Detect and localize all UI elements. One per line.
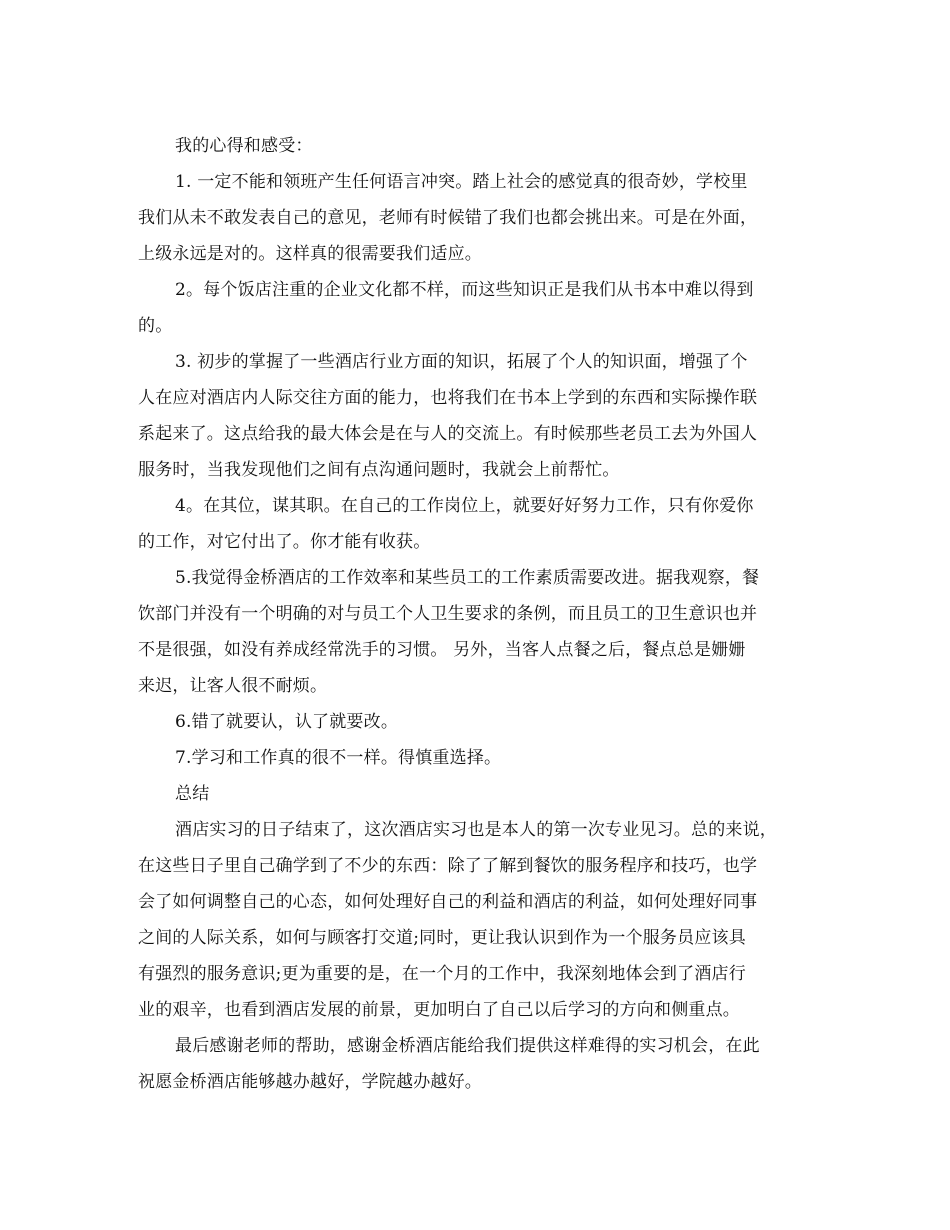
paragraph-line: 3. 初步的掌握了一些酒店行业方面的知识，拓展了个人的知识面，增强了个 xyxy=(175,352,748,372)
paragraph-line: 人在应对酒店内人际交往方面的能力，也将我们在书本上学到的东西和实际操作联 xyxy=(138,388,758,408)
paragraph-line: 会了如何调整自己的心态，如何处理好自己的利益和酒店的利益，如何处理好同事 xyxy=(138,892,758,912)
paragraph-line: 在这些日子里自己确学到了不少的东西：除了了解到餐饮的服务程序和技巧，也学 xyxy=(138,856,758,876)
paragraph-line: 2。每个饭店注重的企业文化都不样，而这些知识正是我们从书本中难以得到 xyxy=(175,280,754,300)
paragraph-line: 最后感谢老师的帮助，感谢金桥酒店能给我们提供这样难得的实习机会，在此 xyxy=(175,1036,760,1056)
paragraph-line: 来迟，让客人很不耐烦。 xyxy=(138,676,328,696)
paragraph-line: 5.我觉得金桥酒店的工作效率和某些员工的工作素质需要改进。据我观察，餐 xyxy=(175,568,760,588)
paragraph-line: 业的艰辛，也看到酒店发展的前景，更加明白了自己以后学习的方向和侧重点。 xyxy=(138,1000,740,1020)
paragraph-line: 服务时，当我发现他们之间有点沟通问题时，我就会上前帮忙。 xyxy=(138,460,620,480)
paragraph-line: 我们从未不敢发表自己的意见，老师有时候错了我们也都会挑出来。可是在外面， xyxy=(138,208,758,228)
paragraph-line: 有强烈的服务意识;更为重要的是，在一个月的工作中，我深刻地体会到了酒店行 xyxy=(138,964,746,984)
paragraph-line: 7.学习和工作真的很不一样。得慎重选择。 xyxy=(175,748,502,768)
paragraph-line: 4。在其位，谋其职。在自己的工作岗位上，就要好好努力工作，只有你爱你 xyxy=(175,496,754,516)
paragraph-line: 上级永远是对的。这样真的很需要我们适应。 xyxy=(138,244,482,264)
paragraph-line: 的。 xyxy=(138,316,173,336)
paragraph-line: 饮部门并没有一个明确的对与员工个人卫生要求的条例，而且员工的卫生意识也并 xyxy=(138,604,758,624)
paragraph-line: 不是很强，如没有养成经常洗手的习惯。 另外，当客人点餐之后，餐点总是姗姗 xyxy=(138,640,746,660)
paragraph-line: 之间的人际关系，如何与顾客打交道;同时，更让我认识到作为一个服务员应该具 xyxy=(138,928,746,948)
paragraph-line: 酒店实习的日子结束了，这次酒店实习也是本人的第一次专业见习。总的来说， xyxy=(175,820,777,840)
document-body xyxy=(138,128,828,1100)
section-heading-reflections: 我的心得和感受： xyxy=(175,136,313,156)
paragraph-line: 系起来了。这点给我的最大体会是在与人的交流上。有时候那些老员工去为外国人 xyxy=(138,424,758,444)
paragraph-line: 的工作，对它付出了。你才能有收获。 xyxy=(138,532,431,552)
section-heading-summary: 总结 xyxy=(175,784,210,804)
paragraph-line: 1. 一定不能和领班产生任何语言冲突。踏上社会的感觉真的很奇妙，学校里 xyxy=(175,172,748,192)
paragraph-line: 6.错了就要认，认了就要改。 xyxy=(175,712,399,732)
paragraph-line: 祝愿金桥酒店能够越办越好，学院越办越好。 xyxy=(138,1072,482,1092)
